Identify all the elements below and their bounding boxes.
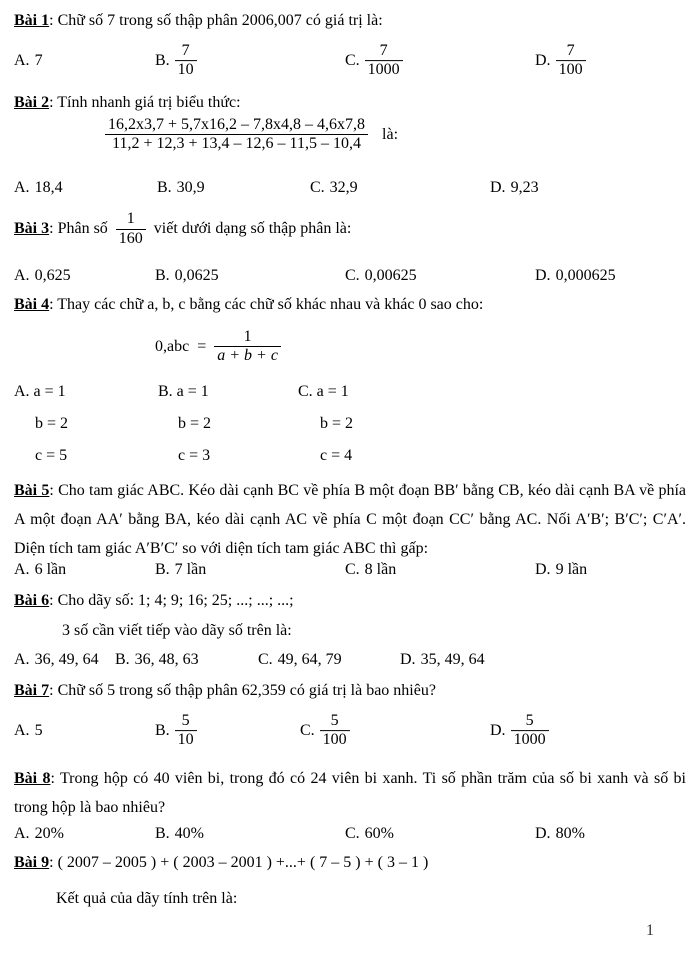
option-key: D. [490, 179, 506, 196]
option-value: 8 lần [364, 561, 397, 578]
numerator: 16,2x3,7 + 5,7x16,2 – 7,8x4,8 – 4,6x7,8 [105, 116, 368, 135]
option-a [14, 52, 43, 70]
option-d [535, 561, 587, 579]
option-d [535, 42, 586, 80]
question-3-label: Bài 3 [14, 220, 50, 237]
question-2-options [14, 176, 686, 200]
option-key: C. [345, 52, 360, 69]
option-c-line-1 [298, 383, 349, 401]
question-7-options [14, 706, 686, 756]
fraction [365, 42, 403, 80]
question-9-heading [14, 852, 686, 873]
option-key: A. [14, 179, 30, 196]
option-key: B. [155, 825, 170, 842]
option-c [345, 267, 417, 285]
question-4-heading [14, 294, 686, 315]
option-value: 7 lần [174, 561, 207, 578]
option-key: A. [14, 651, 30, 668]
denominator: a + b + c [217, 347, 278, 365]
option-text: c = 4 [320, 447, 353, 464]
question-2-text: : Tính nhanh giá trị biểu thức: [49, 94, 241, 111]
option-key: B. [155, 267, 170, 284]
option-b-line-1 [158, 383, 209, 401]
question-3-pretext: : Phân số [49, 220, 108, 237]
option-text: B. a = 1 [158, 383, 209, 400]
denominator: 11,2 + 12,3 + 13,4 – 12,6 – 11,5 – 10,4 [112, 135, 361, 153]
option-b [155, 42, 197, 80]
option-text: C. a = 1 [298, 383, 349, 400]
option-key: A. [14, 561, 30, 578]
option-text: A. a = 1 [14, 383, 66, 400]
option-value: 0,625 [34, 267, 71, 284]
expression-suffix: là: [382, 125, 399, 143]
denominator: 1000 [513, 731, 546, 749]
fraction [116, 210, 146, 248]
question-2-label: Bài 2 [14, 94, 50, 111]
option-key: A. [14, 267, 30, 284]
question-1-text: : Chữ số 7 trong số thập phân 2006,007 có giá trị là: [49, 12, 383, 29]
option-key: A. [14, 722, 30, 739]
option-c-line-2 [320, 415, 353, 433]
option-text: b = 2 [35, 415, 69, 432]
option-a-line-1 [14, 383, 66, 401]
denominator: 100 [558, 61, 583, 79]
option-value: 6 lần [34, 561, 67, 578]
denominator: 10 [177, 61, 194, 79]
question-2-heading [14, 92, 686, 113]
option-c [345, 825, 394, 843]
option-value: 7 [34, 52, 43, 69]
numerator: 1 [116, 210, 146, 229]
option-value: 0,000625 [555, 267, 616, 284]
question-7-heading [14, 680, 686, 701]
numerator: 1 [214, 328, 281, 347]
question-3-options [14, 264, 686, 288]
option-value: 9,23 [510, 179, 539, 196]
option-c [310, 179, 358, 197]
denominator: 10 [177, 731, 194, 749]
option-a [14, 267, 71, 285]
option-key: B. [155, 722, 170, 739]
fraction [511, 712, 549, 750]
option-key: D. [535, 52, 551, 69]
option-value: 9 lần [555, 561, 588, 578]
option-key: D. [490, 722, 506, 739]
option-key: D. [535, 825, 551, 842]
option-a [14, 825, 64, 843]
option-value: 80% [555, 825, 585, 842]
question-4-label: Bài 4 [14, 296, 50, 313]
fraction [556, 42, 586, 80]
option-d [535, 267, 616, 285]
question-4-row-3 [14, 444, 686, 468]
option-key: C. [300, 722, 315, 739]
option-value: 20% [34, 825, 64, 842]
option-value: 0,00625 [364, 267, 417, 284]
fraction [320, 712, 350, 750]
option-key: C. [345, 561, 360, 578]
denominator: 160 [118, 229, 143, 247]
question-1-options [14, 36, 686, 86]
option-b [155, 712, 197, 750]
question-9-label: Bài 9 [14, 854, 50, 871]
question-2-expression [105, 116, 585, 154]
option-value: 36, 49, 64 [34, 651, 99, 668]
option-a-line-3 [35, 447, 67, 465]
question-6-text: : Cho dãy số: 1; 4; 9; 16; 25; ...; ...; ...; [49, 592, 294, 609]
option-value: 60% [364, 825, 394, 842]
numerator: 7 [365, 42, 403, 61]
option-key: B. [115, 651, 130, 668]
option-b [155, 825, 204, 843]
denominator: 100 [322, 731, 347, 749]
option-value: 32,9 [329, 179, 358, 196]
option-key: B. [155, 561, 170, 578]
question-9-subtext: Kết quả của dãy tính trên là: [56, 890, 238, 907]
question-8-options [14, 822, 686, 846]
option-d [400, 651, 485, 669]
option-text: b = 2 [320, 415, 354, 432]
question-3-heading [14, 206, 686, 252]
option-b [155, 561, 206, 579]
option-b-line-2 [178, 415, 211, 433]
equals-sign: = [197, 337, 207, 355]
option-key: A. [14, 52, 30, 69]
option-c-line-3 [320, 447, 352, 465]
question-5-heading [14, 476, 686, 563]
option-a [14, 651, 99, 669]
option-value: 40% [174, 825, 204, 842]
option-d [490, 179, 539, 197]
option-b [155, 267, 219, 285]
question-6-heading [14, 590, 686, 611]
question-6-subtext: 3 số cần viết tiếp vào dãy số trên là: [62, 622, 292, 639]
option-a [14, 722, 43, 740]
numerator: 5 [511, 712, 549, 731]
question-4-text: : Thay các chữ a, b, c bằng các chữ số khác nhau và khác 0 sao cho: [49, 296, 484, 313]
question-6-label: Bài 6 [14, 592, 50, 609]
question-4-row-2 [14, 412, 686, 436]
option-c [258, 651, 342, 669]
numerator: 7 [556, 42, 586, 61]
option-key: C. [310, 179, 325, 196]
option-key: D. [400, 651, 416, 668]
question-8-label: Bài 8 [14, 770, 51, 787]
option-value: 18,4 [34, 179, 63, 196]
option-b [157, 179, 205, 197]
question-7-text: : Chữ số 5 trong số thập phân 62,359 có giá trị là bao nhiêu? [49, 682, 436, 699]
question-7-label: Bài 7 [14, 682, 50, 699]
option-a [14, 179, 63, 197]
option-value: 30,9 [176, 179, 205, 196]
option-d [535, 825, 585, 843]
option-c [345, 42, 403, 80]
question-4-row-1 [14, 380, 686, 404]
denominator: 1000 [367, 61, 400, 79]
question-6-options [14, 648, 686, 672]
option-b [115, 651, 199, 669]
numerator: 5 [320, 712, 350, 731]
numerator: 5 [175, 712, 197, 731]
option-a [14, 561, 66, 579]
question-1-label: Bài 1 [14, 12, 50, 29]
question-5-label: Bài 5 [14, 482, 50, 499]
option-c [300, 712, 350, 750]
equation-lhs: 0,abc [155, 337, 190, 355]
option-key: B. [155, 52, 170, 69]
option-text: c = 3 [178, 447, 211, 464]
option-a-line-2 [35, 415, 68, 433]
page-number: 1 [646, 922, 654, 939]
option-key: D. [535, 561, 551, 578]
question-1-heading [14, 10, 686, 31]
option-key: D. [535, 267, 551, 284]
option-text: b = 2 [178, 415, 212, 432]
question-9-text: : ( 2007 – 2005 ) + ( 2003 – 2001 ) +...+ ( 7 – 5 ) + ( 3 – 1 ) [49, 854, 429, 871]
fraction [175, 42, 197, 80]
option-key: C. [345, 267, 360, 284]
option-key: B. [157, 179, 172, 196]
option-d [490, 712, 549, 750]
question-5-text: : Cho tam giác ABC. Kéo dài cạnh BC về phía B một đoạn BB′ bằng CB, kéo dài cạnh BA về phía A một đoạn AA′ bằng BA, kéo dài cạnh AC về phía C một đoạn CC′ bằng AC. Nối A′B′; B′C′; C′A′. Diện tích tam giác A′B′C′ so với diện tích tam giác ABC thì gấp: [14, 482, 686, 557]
option-key: C. [345, 825, 360, 842]
option-value: 35, 49, 64 [420, 651, 485, 668]
fraction [175, 712, 197, 750]
fraction [214, 328, 281, 366]
option-b-line-3 [178, 447, 210, 465]
option-value: 49, 64, 79 [277, 651, 342, 668]
option-text: c = 5 [35, 447, 68, 464]
option-c [345, 561, 396, 579]
option-key: A. [14, 825, 30, 842]
question-8-heading [14, 764, 686, 822]
fraction [105, 116, 368, 154]
question-3-posttext: viết dưới dạng số thập phân là: [153, 220, 352, 237]
numerator: 7 [175, 42, 197, 61]
question-5-options [14, 558, 686, 582]
option-value: 0,0625 [174, 267, 219, 284]
option-value: 5 [34, 722, 43, 739]
question-4-equation [155, 328, 455, 366]
question-8-text: : Trong hộp có 40 viên bi, trong đó có 24 viên bi xanh. Ti số phần trăm của số bi xanh và số bi trong hộp là bao nhiêu? [14, 770, 686, 816]
option-value: 36, 48, 63 [134, 651, 199, 668]
question-3-pre [14, 220, 108, 238]
option-key: C. [258, 651, 273, 668]
